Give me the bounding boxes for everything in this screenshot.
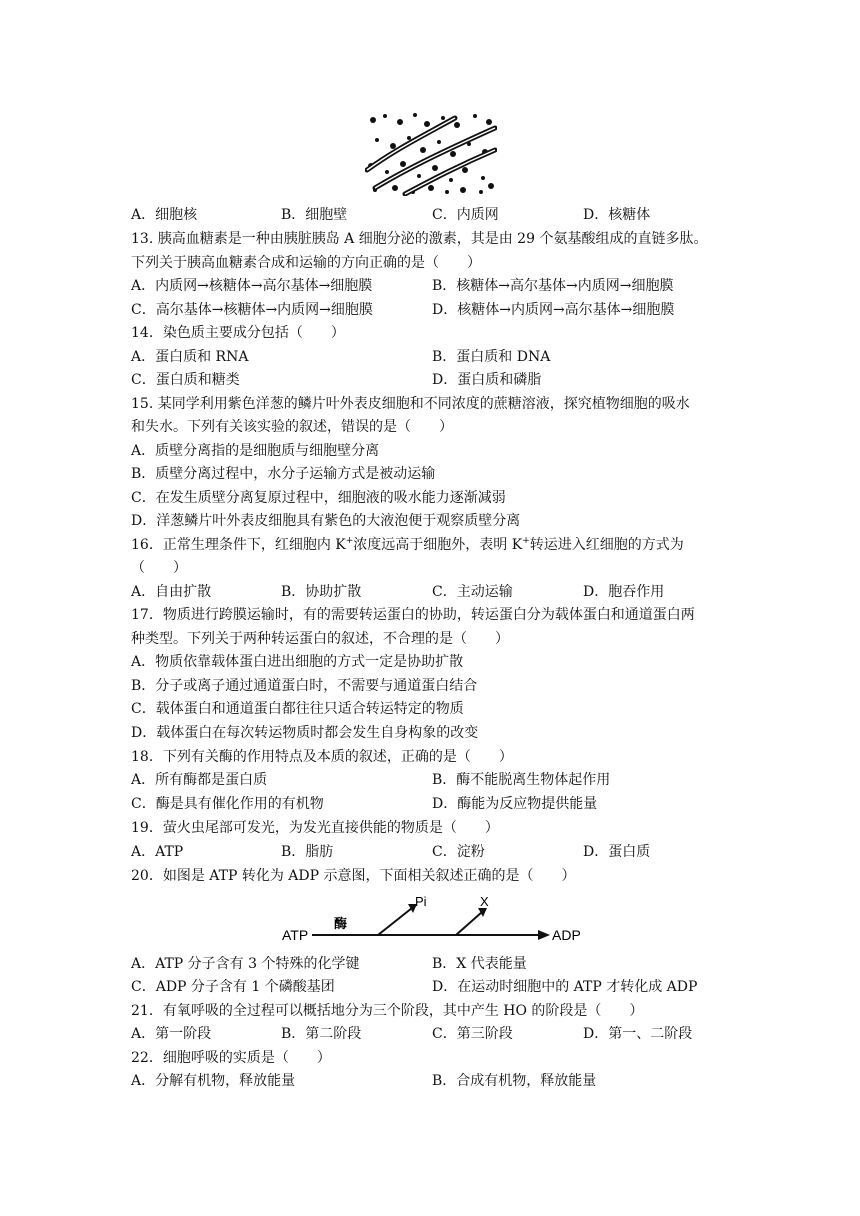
- q14-stem: 14．染色质主要成分包括（ ）: [131, 325, 345, 341]
- q15-option-d[interactable]: D．洋葱鳞片叶外表皮细胞具有紫色的大液泡便于观察质壁分离: [131, 513, 521, 529]
- q21-option-b[interactable]: B．第二阶段: [281, 1026, 362, 1042]
- x-label: X: [480, 894, 489, 909]
- q17-stem-line-2: 种类型。下列关于两种转运蛋白的叙述，不合理的是（ ）: [131, 631, 509, 647]
- pi-branch-line: [378, 908, 412, 935]
- q18-stem: 18．下列有关酶的作用特点及本质的叙述，正确的是（ ）: [131, 749, 513, 765]
- q18-option-a[interactable]: A．所有酶都是蛋白质: [131, 772, 268, 788]
- q21-option-c[interactable]: C．第三阶段: [432, 1026, 513, 1042]
- q20-option-a[interactable]: A．ATP 分子含有 3 个特殊的化学键: [131, 956, 360, 972]
- q15-option-b[interactable]: B．质壁分离过程中，水分子运输方式是被动运输: [131, 466, 436, 482]
- q19-option-b[interactable]: B．脂肪: [281, 844, 334, 860]
- q12-option-c[interactable]: C．内质网: [432, 207, 499, 223]
- q17-stem-line-1: 17．物质进行跨膜运输时，有的需要转运蛋白的协助，转运蛋白分为载体蛋白和通道蛋白两: [131, 607, 695, 623]
- q13-stem-line-2: 下列关于胰高血糖素合成和运输的方向正确的是（ ）: [131, 255, 481, 271]
- q14-option-b[interactable]: B．蛋白质和 DNA: [432, 349, 551, 365]
- q17-option-b[interactable]: B．分子或离子通过通道蛋白时，不需要与通道蛋白结合: [131, 678, 478, 694]
- q13-option-b[interactable]: B．核糖体→高尔基体→内质网→细胞膜: [432, 278, 674, 294]
- atp-label: ATP: [282, 927, 309, 943]
- q19-stem: 19．萤火虫尾部可发光，为发光直接供能的物质是（ ）: [131, 820, 499, 836]
- enzyme-label: 酶: [334, 917, 348, 932]
- q16-stem-line-1: [131, 535, 684, 555]
- q18-option-b[interactable]: B．酶不能脱离生物体起作用: [432, 772, 611, 788]
- x-branch-line: [456, 912, 482, 935]
- q15-stem-line-1: 15. 某同学利用紫色洋葱的鳞片叶外表皮细胞和不同浓度的蔗糖溶液，探究植物细胞的吸水: [131, 396, 690, 412]
- q17-option-d[interactable]: D．载体蛋白在每次转运物质时都会发生自身构象的改变: [131, 725, 479, 741]
- q21-option-d[interactable]: D．第一、二阶段: [583, 1026, 693, 1042]
- q18-option-d[interactable]: D．酶能为反应物提供能量: [432, 796, 598, 812]
- q16-stem-part-b: 浓度远高于细胞外，表明 K: [353, 537, 523, 553]
- adp-label: ADP: [552, 927, 581, 943]
- q15-option-a[interactable]: A．质壁分离指的是细胞质与细胞壁分离: [131, 443, 380, 459]
- q16-superscript-1: +: [345, 536, 354, 546]
- q16-option-a[interactable]: A．自由扩散: [131, 584, 212, 600]
- q19-option-d[interactable]: D．蛋白质: [583, 844, 651, 860]
- q13-stem-line-1: 13. 胰高血糖素是一种由胰脏胰岛 A 细胞分泌的激素，其是由 29 个氨基酸组成的直链多肽。: [131, 231, 708, 247]
- q21-option-a[interactable]: A．第一阶段: [131, 1026, 212, 1042]
- q14-option-a[interactable]: A．蛋白质和 RNA: [131, 349, 249, 365]
- q22-stem: 22．细胞呼吸的实质是（ ）: [131, 1050, 331, 1066]
- q12-option-a[interactable]: A．细胞核: [131, 207, 198, 223]
- q19-option-a[interactable]: A．ATP: [131, 844, 184, 860]
- q22-option-b[interactable]: B．合成有机物，释放能量: [432, 1073, 597, 1089]
- q20-stem: 20．如图是 ATP 转化为 ADP 示意图，下面相关叙述正确的是（ ）: [131, 868, 576, 884]
- q16-superscript-2: +: [522, 536, 530, 546]
- q16-option-c[interactable]: C．主动运输: [432, 584, 513, 600]
- q15-option-c[interactable]: C．在发生质壁分离复原过程中，细胞液的吸水能力逐渐减弱: [131, 490, 506, 506]
- q12-option-d[interactable]: D．核糖体: [583, 207, 651, 223]
- q19-option-c[interactable]: C．淀粉: [432, 844, 485, 860]
- q15-stem-line-2: 和失水。下列有关该实验的叙述，错误的是（ ）: [131, 419, 453, 435]
- q16-option-d[interactable]: D．胞吞作用: [583, 584, 665, 600]
- q21-stem: 21．有氧呼吸的全过程可以概括地分为三个阶段，其中产生 HO 的阶段是（ ）: [131, 1003, 644, 1019]
- micrograph-image: [365, 110, 497, 196]
- q16-stem-part-c: 转运进入红细胞的方式为: [529, 537, 684, 553]
- q22-option-a[interactable]: A．分解有机物，释放能量: [131, 1073, 296, 1089]
- q14-option-d[interactable]: D．蛋白质和磷脂: [432, 372, 542, 388]
- pi-label: Pi: [415, 894, 427, 909]
- q20-option-b[interactable]: B．X 代表能量: [432, 956, 527, 972]
- q13-option-a[interactable]: A．内质网→核糖体→高尔基体→细胞膜: [131, 278, 373, 294]
- q20-option-d[interactable]: D．在运动时细胞中的 ATP 才转化成 ADP: [432, 979, 698, 995]
- q13-option-c[interactable]: C．高尔基体→核糖体→内质网→细胞膜: [131, 302, 373, 318]
- reaction-arrowhead: [538, 930, 550, 940]
- q16-stem-part-a: 16．正常生理条件下，红细胞内 K: [131, 537, 346, 553]
- q16-stem-line-2: （ ）: [131, 560, 187, 576]
- q17-option-a[interactable]: A．物质依靠载体蛋白进出细胞的方式一定是协助扩散: [131, 654, 464, 670]
- q17-option-c[interactable]: C．载体蛋白和通道蛋白都往往只适合转运特定的物质: [131, 701, 464, 717]
- q14-option-c[interactable]: C．蛋白质和糖类: [131, 372, 240, 388]
- atp-adp-diagram: [280, 890, 600, 954]
- q18-option-c[interactable]: C．酶是具有催化作用的有机物: [131, 796, 324, 812]
- q12-option-b[interactable]: B．细胞壁: [281, 207, 348, 223]
- q13-option-d[interactable]: D．核糖体→内质网→高尔基体→细胞膜: [432, 302, 675, 318]
- q16-option-b[interactable]: B．协助扩散: [281, 584, 362, 600]
- q20-option-c[interactable]: C．ADP 分子含有 1 个磷酸基团: [131, 979, 335, 995]
